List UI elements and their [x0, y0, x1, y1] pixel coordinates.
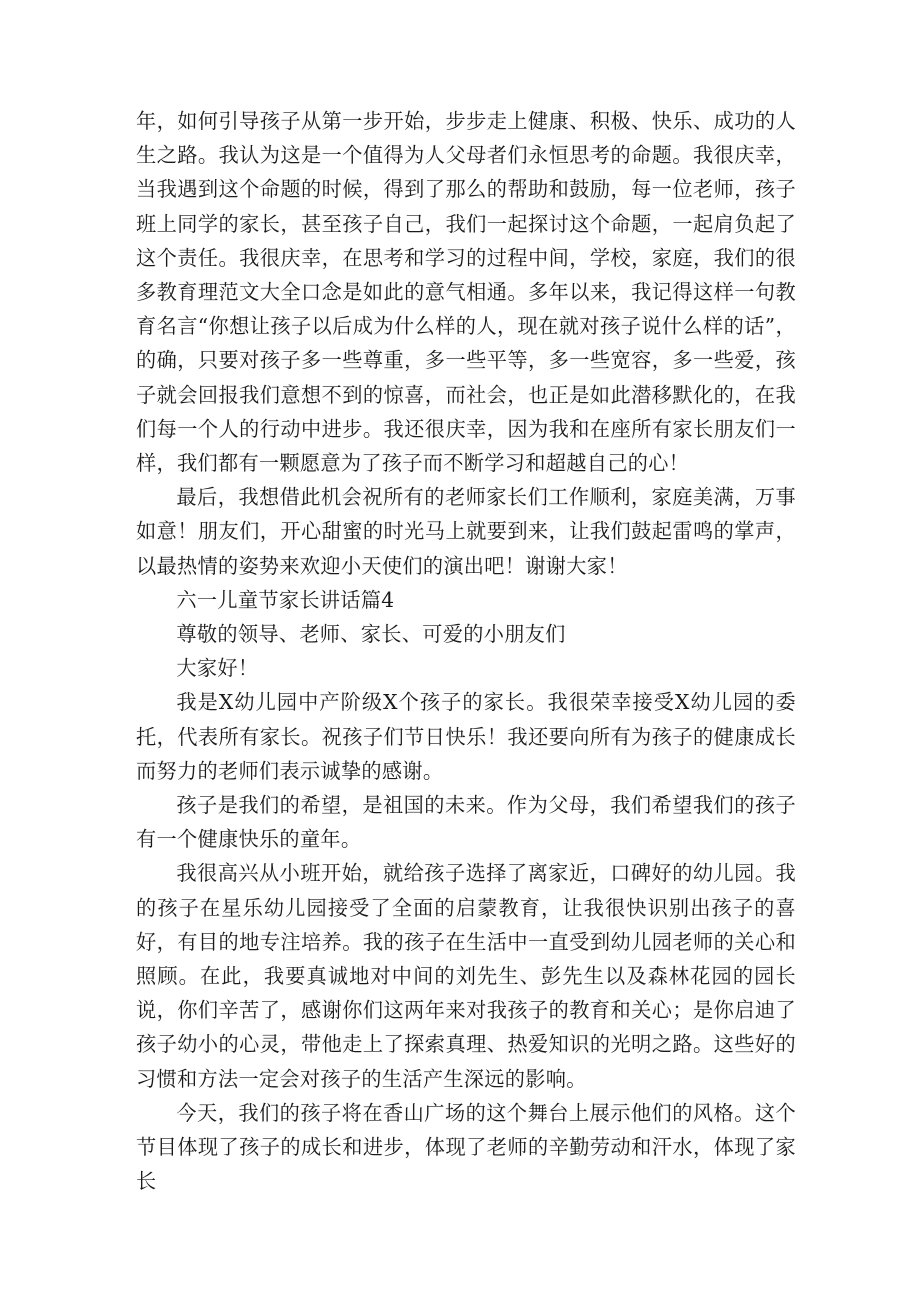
paragraph-8: 我很高兴从小班开始，就给孩子选择了离家近，口碑好的幼儿园。我的孩子在星乐幼儿园接受了全面的启蒙教育，让我很快识别出孩子的喜好，有目的地专注培养。我的孩子在生活中一直受到幼儿园老师的关心和照顾。在此，我要真诚地对中间的刘先生、彭先生以及森林花园的园长说，你们辛苦了，感谢你们这两年来对我孩子的教育和关心；是你启迪了孩子幼小的心灵，带他走上了探索真理、热爱知识的光明之路。这些好的习惯和方法一定会对孩子的生活产生深远的影响。	[136, 861, 796, 1091]
paragraph-2: 最后，我想借此机会祝所有的老师家长们工作顺利，家庭美满，万事如意！朋友们，开心甜蜜的时光马上就要到来，让我们鼓起雷鸣的掌声，以最热情的姿势来欢迎小天使们的演出吧！谢谢大家！	[136, 485, 796, 578]
document-page	[136, 104, 796, 1199]
paragraph-1: 年，如何引导孩子从第一步开始，步步走上健康、积极、快乐、成功的人生之路。我认为这是一个值得为人父母者们永恒思考的命题。我很庆幸，当我遇到这个命题的时候，得到了那么的帮助和鼓励，每一位老师，孩子班上同学的家长，甚至孩子自己，我们一起探讨这个命题，一起肩负起了这个责任。我很庆幸，在思考和学习的过程中间，学校，家庭，我们的很多教育理范文大全口念是如此的意气相通。多年以来，我记得这样一句教育名言“你想让孩子以后成为什么样的人，现在就对孩子说什么样的话”，的确，只要对孩子多一些尊重，多一些平等，多一些宽容，多一些爱，孩子就会回报我们意想不到的惊喜，而社会，也正是如此潜移默化的，在我们每一个人的行动中进步。我还很庆幸，因为我和在座所有家长朋友们一样，我们都有一颗愿意为了孩子而不断学习和超越自己的心！	[136, 109, 796, 476]
greeting: 大家好！	[176, 656, 259, 681]
salutation: 尊敬的领导、老师、家长、可爱的小朋友们	[176, 622, 566, 647]
paragraph-9: 今天，我们的孩子将在香山广场的这个舞台上展示他们的风格。这个节目体现了孩子的成长和进步，体现了老师的辛勤劳动和汗水，体现了家长	[136, 1100, 796, 1194]
section-heading: 六一儿童节家长讲话篇4	[176, 587, 395, 612]
paragraph-6: 我是X幼儿园中产阶级X个孩子的家长。我很荣幸接受X幼儿园的委托，代表所有家长。祝孩子们节日快乐！我还要向所有为孩子的健康成长而努力的老师们表示诚挚的感谢。	[136, 690, 796, 783]
paragraph-7: 孩子是我们的希望，是祖国的未来。作为父母，我们希望我们的孩子有一个健康快乐的童年。	[136, 793, 796, 852]
